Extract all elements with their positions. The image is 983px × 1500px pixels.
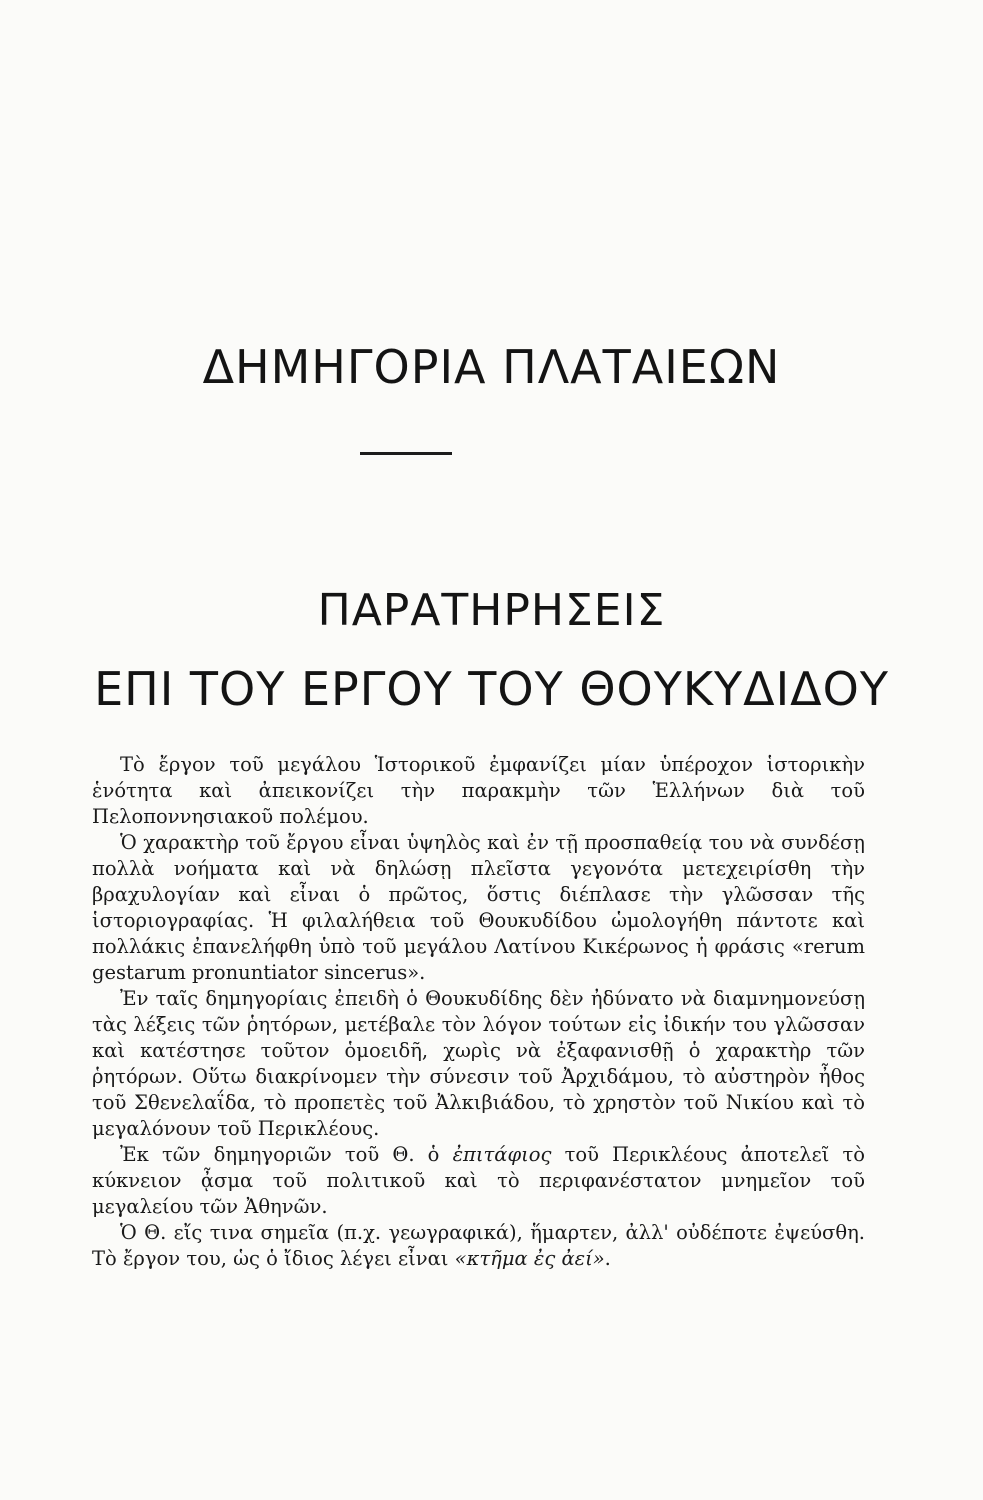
paragraph-5-emphasis: «κτῆμα ἐς ἀεί»	[454, 1247, 605, 1270]
paragraph-5-start: Ὁ Θ. εἴς τινα σημεῖα (π.χ. γεωγραφικά), ἥμαρτεν, ἀλλ' οὐδέποτε ἐψεύσθη. Τὸ ἔργον του, ὡς ὁ ἴδιος λέγει εἶναι	[92, 1221, 865, 1270]
body-text	[92, 752, 865, 1272]
paragraph-4-end: τοῦ Περικλέους ἀποτελεῖ τὸ κύκνειον ᾆσμα τοῦ πολιτικοῦ καὶ τὸ περιφανέστατον μνημεῖον τοῦ μεγαλείου τῶν Ἀθηνῶν.	[92, 1143, 866, 1218]
subtitle-line-2: ΕΠΙ ΤΟΥ ΕΡΓΟΥ ΤΟΥ ΘΟΥΚΥΔΙΔΟΥ	[94, 662, 889, 716]
paragraph-4	[92, 1142, 865, 1220]
paragraph-3: Ἐν ταῖς δημηγορίαις ἐπειδὴ ὁ Θουκυδίδης δὲν ἠδύνατο νὰ διαμνημονεύσῃ τὰς λέξεις τῶν ῥητόρων, μετέβαλε τὸν λόγον τούτων εἰς ἰδικήν του γλῶσσαν καὶ κατέστησε τοῦτον ὁμοειδῆ, χωρὶς νὰ ἐξαφανισθῇ ὁ χαρακτὴρ τῶν ῥητόρων. Οὕτω διακρίνομεν τὴν σύνεσιν τοῦ Ἀρχιδάμου, τὸ αὐστηρὸν ἦθος τοῦ Σθενελαΐδα, τὸ προπετὲς τοῦ Ἀλκιβιάδου, τὸ χρηστὸν τοῦ Νικίου καὶ τὸ μεγαλόνουν τοῦ Περικλέους.	[92, 987, 865, 1140]
paragraph-4-start: Ἐκ τῶν δημηγοριῶν τοῦ Θ. ὁ	[120, 1143, 453, 1166]
subtitle-line-1: ΠΑΡΑΤΗΡΗΣΕΙΣ	[317, 585, 666, 636]
paragraph-4-emphasis: ἐπιτάφιος	[452, 1143, 552, 1166]
title-divider	[360, 452, 452, 455]
main-title: ΔΗΜΗΓΟΡΙΑ ΠΛΑΤΑΙΕΩΝ	[202, 340, 781, 394]
paragraph-5-end: .	[604, 1247, 611, 1270]
paragraph-1: Τὸ ἔργον τοῦ μεγάλου Ἱστορικοῦ ἐμφανίζει μίαν ὑπέροχον ἱστορικὴν ἑνότητα καὶ ἀπεικονίζει τὴν παρακμὴν τῶν Ἑλλήνων διὰ τοῦ Πελοποννησιακοῦ πολέμου.	[92, 753, 865, 828]
paragraph-2: Ὁ χαρακτὴρ τοῦ ἔργου εἶναι ὑψηλὸς καὶ ἐν τῇ προσπαθείᾳ του νὰ συνδέσῃ πολλὰ νοήματα καὶ νὰ δηλώσῃ πλεῖστα γεγονότα μετεχειρίσθη τὴν βραχυλογίαν καὶ εἶναι ὁ πρῶτος, ὅστις διέπλασε τὴν γλῶσσαν τῆς ἱστοριογραφίας. Ἡ φιλαλήθεια τοῦ Θουκυδίδου ὡμολογήθη πάντοτε καὶ πολλάκις ἐπανελήφθη ὑπὸ τοῦ μεγάλου Λατίνου Κικέρωνος ἡ φράσις «rerum gestarum pronuntiator sincerus».	[92, 831, 865, 984]
paragraph-5	[92, 1220, 865, 1272]
